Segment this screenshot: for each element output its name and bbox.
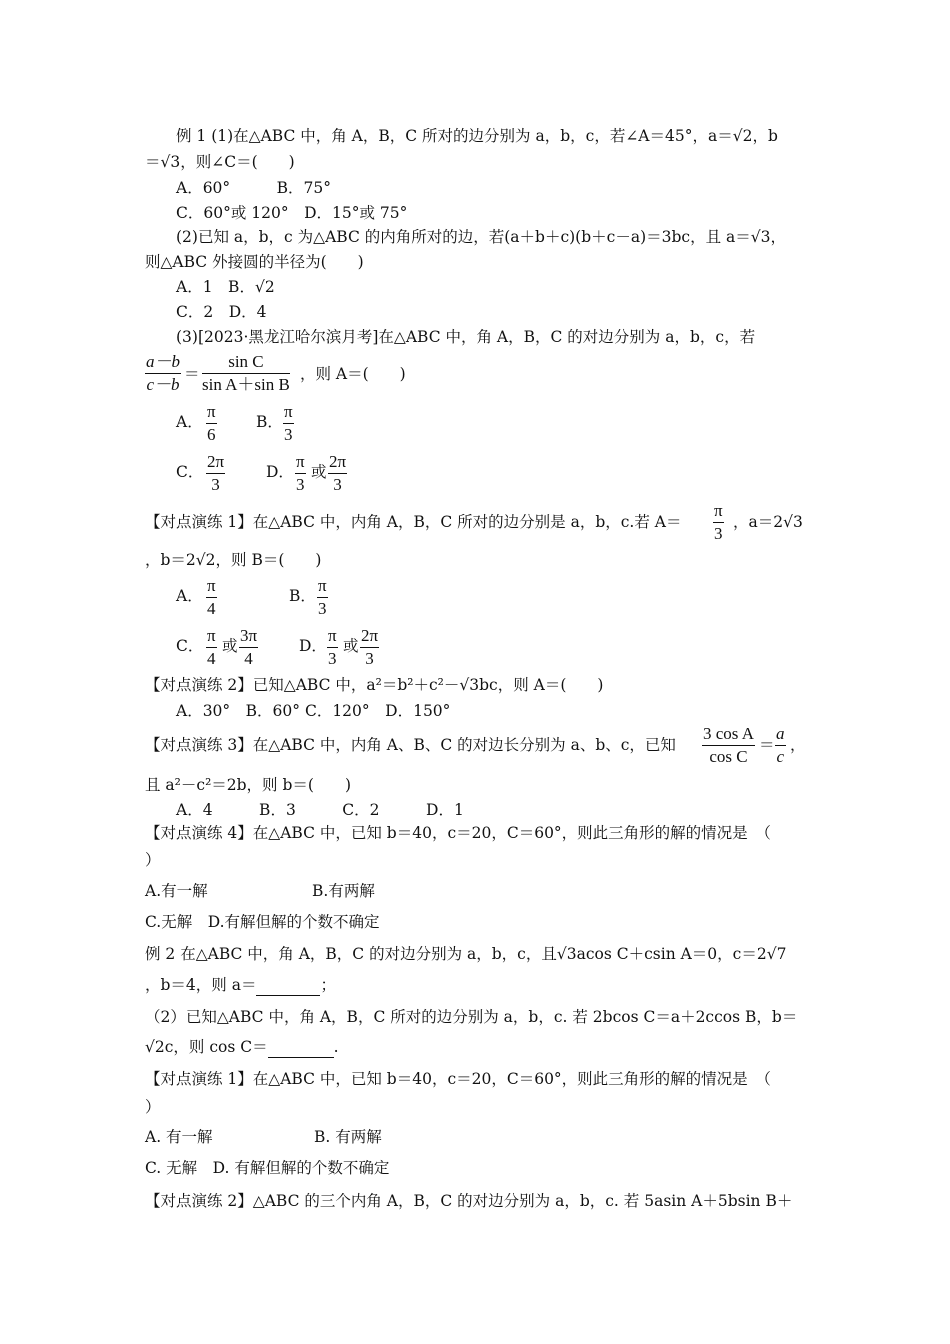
answer-blank — [268, 1037, 334, 1058]
fraction-denominator: c — [776, 747, 785, 766]
example1-part3-rhs-fraction — [201, 352, 291, 395]
fraction-numerator: π — [713, 501, 724, 523]
practice4-option-a: A.有一解 — [145, 882, 208, 900]
example1-part2-options-cd: C．2 D．4 — [176, 303, 267, 321]
option-d-fraction-2 — [360, 626, 379, 669]
option-c-label: C． — [176, 637, 204, 655]
fraction-denominator: 3 — [333, 475, 342, 494]
practice1-line1-tail: ，a＝2√3 — [733, 513, 803, 531]
practice3-options: A．4 B．3 C．2 D．1 — [176, 801, 464, 819]
option-b-fraction — [317, 576, 328, 619]
example1-part1-options-cd: C．60°或 120° D．15°或 75° — [176, 204, 408, 222]
option-c-fraction — [206, 452, 225, 495]
example2-line1: 例 2 在△ABC 中，角 A，B，C 的对边分别为 a，b，c，且√3acos C＋csin A＝0，c＝2√7 — [145, 945, 787, 963]
fraction-numerator: π — [317, 576, 328, 598]
example1-part2-line1: (2)已知 a，b，c 为△ABC 的内角所对的边，若(a＋b＋c)(b＋c－a)＝3bc，且 a＝√3， — [176, 228, 786, 246]
example1-part1-line2: ＝√3，则∠C＝( ) — [145, 153, 295, 171]
practice1-line2: ，b＝2√2，则 B＝( ) — [145, 551, 322, 569]
example2-part2-line1: （2）已知△ABC 中，角 A，B，C 所对的边分别为 a，b，c. 若 2bcos C＝a＋2ccos B，b＝ — [145, 1008, 798, 1026]
example1-part1-line1: 例 1 (1)在△ABC 中，角 A，B，C 所对的边分别为 a，b，c，若∠A＝45°，a＝√2，b — [176, 127, 778, 145]
practice6-line1: 【对点演练 2】△ABC 的三个内角 A，B，C 的对边分别为 a，b，c. 若 5asin A＋5bsin B＋ — [145, 1192, 793, 1210]
fraction-numerator: π — [327, 626, 338, 648]
fraction-denominator: cos C — [709, 747, 748, 766]
practice3-line1: 【对点演练 3】在△ABC 中，内角 A、B、C 的对边长分别为 a、b、c，已知 — [145, 736, 676, 754]
fraction-numerator: sin C — [202, 352, 289, 374]
option-c-fraction-1 — [206, 626, 217, 669]
example1-part3-tail: ，则 A＝( ) — [300, 365, 406, 383]
practice3-fraction-2 — [775, 724, 786, 767]
practice1-angle-fraction — [713, 501, 724, 544]
practice4-options-cd: C.无解 D.有解但解的个数不确定 — [145, 913, 380, 931]
fraction-numerator: π — [206, 626, 217, 648]
practice5-options-cd: C. 无解 D. 有解但解的个数不确定 — [145, 1159, 390, 1177]
fraction-numerator: π — [295, 452, 306, 474]
practice5-option-b: B. 有两解 — [314, 1128, 382, 1146]
example1-part2-line2: 则△ABC 外接圆的半径为( ) — [145, 253, 364, 271]
fraction-numerator: 2π — [360, 626, 379, 648]
practice5-line1: 【对点演练 1】在△ABC 中，已知 b＝40，c＝20，C＝60°，则此三角形的解的情况是 （ — [145, 1070, 771, 1088]
example2-part2-line2-text: √2c，则 cos C＝ — [145, 1038, 268, 1056]
option-a-label: A． — [176, 587, 203, 605]
fraction-numerator: 2π — [206, 452, 225, 474]
fraction-denominator: 4 — [207, 599, 216, 618]
practice3-fraction-1 — [702, 724, 755, 767]
fraction-numerator: 3 cos A — [702, 724, 755, 746]
fraction-denominator: 6 — [207, 425, 216, 444]
fraction-numerator: a－b — [145, 352, 181, 374]
equals-sign: ＝ — [184, 365, 200, 383]
practice5-option-a: A. 有一解 — [145, 1128, 213, 1146]
option-d-fraction-2 — [328, 452, 347, 495]
option-d-label: D． — [266, 463, 294, 481]
practice5-line2: ） — [145, 1098, 161, 1116]
fraction-numerator: 2π — [328, 452, 347, 474]
option-c-fraction-2 — [239, 626, 258, 669]
or-text: 或 — [311, 463, 327, 481]
example1-part3-line1: (3)[2023·黑龙江哈尔滨月考]在△ABC 中，角 A，B，C 的对边分别为 a，b，c，若 — [176, 328, 756, 346]
fraction-denominator: 3 — [318, 599, 327, 618]
semicolon: ； — [320, 976, 336, 994]
or-text: 或 — [222, 637, 238, 655]
fraction-denominator: 3 — [365, 649, 374, 668]
practice3-line2: 且 a²－c²＝2b，则 b＝( ) — [145, 776, 352, 794]
fraction-denominator: 3 — [211, 475, 220, 494]
comma: ， — [790, 736, 806, 754]
fraction-denominator: 3 — [714, 524, 723, 543]
practice2-options: A．30° B．60° C．120° D．150° — [176, 702, 451, 720]
practice4-line1: 【对点演练 4】在△ABC 中，已知 b＝40，c＝20，C＝60°，则此三角形的解的情况是 （ — [145, 824, 771, 842]
fraction-denominator: sin A＋sin B — [202, 375, 290, 394]
option-a-fraction — [206, 576, 217, 619]
fraction-numerator: 3π — [239, 626, 258, 648]
fraction-numerator: a — [775, 724, 786, 746]
fraction-denominator: 3 — [284, 425, 293, 444]
option-a-fraction — [206, 402, 217, 445]
example2-part2-line2 — [145, 1037, 339, 1058]
fraction-denominator: 3 — [328, 649, 337, 668]
option-b-label: B． — [256, 413, 283, 431]
or-text: 或 — [343, 637, 359, 655]
option-d-fraction-1 — [295, 452, 306, 495]
fraction-numerator: π — [283, 402, 294, 424]
practice2-line1: 【对点演练 2】已知△ABC 中，a²＝b²＋c²－√3bc，则 A＝( ) — [145, 676, 604, 694]
option-d-label: D． — [299, 637, 327, 655]
option-c-label: C． — [176, 463, 204, 481]
example1-part1-options-ab: A．60° B．75° — [176, 179, 332, 197]
fraction-numerator: π — [206, 402, 217, 424]
fraction-numerator: π — [206, 576, 217, 598]
fraction-denominator: 3 — [296, 475, 305, 494]
option-b-fraction — [283, 402, 294, 445]
answer-blank — [256, 975, 320, 996]
fraction-denominator: 4 — [244, 649, 253, 668]
example2-line2 — [145, 975, 336, 996]
option-b-label: B． — [289, 587, 316, 605]
practice4-option-b: B.有两解 — [312, 882, 375, 900]
example1-part3-lhs-fraction — [145, 352, 181, 395]
option-a-label: A． — [176, 413, 203, 431]
equals-sign: ＝ — [759, 736, 775, 754]
practice1-line1: 【对点演练 1】在△ABC 中，内角 A，B，C 所对的边分别是 a，b，c.若 A＝ — [145, 513, 682, 531]
option-d-fraction-1 — [327, 626, 338, 669]
fraction-denominator: 4 — [207, 649, 216, 668]
example2-line2-text: ，b＝4，则 a＝ — [145, 976, 257, 994]
fraction-denominator: c－b — [146, 375, 180, 394]
practice4-line2: ） — [145, 851, 161, 869]
example1-part2-options-ab: A．1 B．√2 — [176, 278, 275, 296]
period: . — [333, 1038, 339, 1056]
